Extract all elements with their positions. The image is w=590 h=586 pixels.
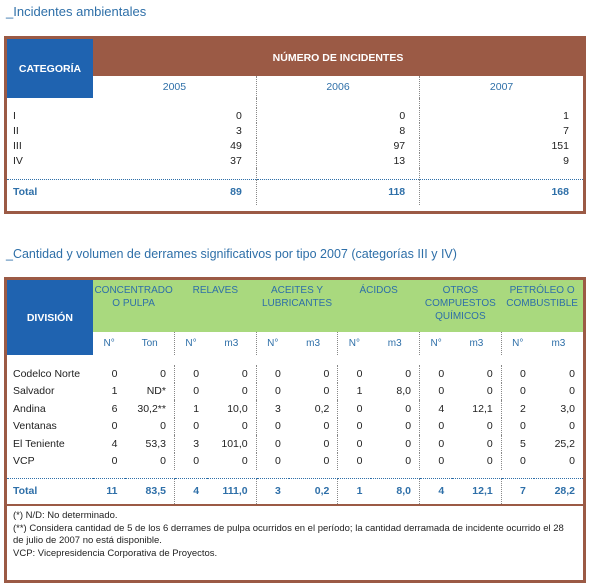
cell-value: 101,0 bbox=[221, 437, 248, 450]
group-otros: OTROS COMPUESTOS QUÍMICOS bbox=[420, 280, 502, 332]
cell-value: 0 bbox=[405, 367, 412, 380]
cell-value: 6 bbox=[111, 402, 118, 415]
cell-value: 0 bbox=[111, 367, 118, 380]
cell-value: 111,0 bbox=[207, 478, 256, 504]
cell-value: 0 bbox=[111, 455, 118, 468]
cell-value: 3,0 bbox=[560, 402, 575, 415]
division-label: Salvador bbox=[13, 385, 55, 398]
cell-value: 7 bbox=[501, 478, 534, 504]
cell-value: 0 bbox=[241, 455, 248, 468]
cell-value: 0 bbox=[160, 420, 166, 433]
spills-table: DIVISIÓN CONCENTRADO O PULPA RELAVES ACEITES Y LUBRICANTES ÁCIDOS OTROS COMPUESTOS QUÍMICOS PETRÓLEO O COMBUSTIBLE N° Ton N° m3 N° m3 N° m3 N° m3 N° m3 bbox=[7, 280, 583, 365]
cell-value: 12,1 bbox=[452, 478, 501, 504]
cell-value: 4 bbox=[111, 437, 118, 450]
footnote-vcp: VCP: Vicepresidencia Corporativa de Proyectos. bbox=[13, 547, 218, 559]
total-row: Total 89 118 168 bbox=[7, 179, 583, 205]
cell-value: 0 bbox=[501, 453, 534, 471]
division-label: VCP bbox=[13, 455, 35, 468]
cell-value: 83,5 bbox=[125, 478, 174, 504]
cell-value: 0 bbox=[174, 453, 207, 471]
division-label: Codelco Norte bbox=[13, 367, 81, 380]
table-row bbox=[7, 453, 583, 471]
spills-table-frame bbox=[4, 277, 586, 583]
cell-value: 30,2** bbox=[137, 402, 166, 415]
table-row bbox=[7, 418, 583, 436]
cell-value: 1 bbox=[338, 478, 371, 504]
cell-value: 0 bbox=[501, 418, 534, 436]
cell-value: 1 bbox=[338, 383, 371, 401]
cell-value: 0 bbox=[241, 420, 248, 433]
cell-value: 0 bbox=[420, 365, 453, 383]
cell-value: 0 bbox=[338, 418, 371, 436]
section2-title: _Cantidad y volumen de derrames significativos por tipo 2007 (categorías III y IV) bbox=[6, 247, 457, 261]
cell-value: 0 bbox=[486, 420, 493, 433]
spills-body bbox=[7, 365, 583, 504]
header-division: DIVISIÓN bbox=[7, 280, 93, 355]
cell-value: 0 bbox=[420, 435, 453, 453]
header-incidents: NÚMERO DE INCIDENTES bbox=[93, 39, 583, 76]
table-row bbox=[7, 400, 583, 418]
incidents-table bbox=[7, 39, 583, 205]
cell-value: 0 bbox=[501, 383, 534, 401]
section1-title: _Incidentes ambientales bbox=[6, 4, 147, 19]
cell-value: 4 bbox=[420, 400, 453, 418]
cell-value: ND* bbox=[146, 385, 166, 398]
header-category: CATEGORÍA bbox=[7, 39, 93, 98]
total-row bbox=[7, 478, 583, 504]
table-row bbox=[7, 383, 583, 401]
group-concentrado: CONCENTRADO O PULPA bbox=[93, 280, 175, 332]
cell-value: 1 bbox=[111, 385, 118, 398]
cell-value: 28,2 bbox=[534, 478, 583, 504]
cell-value: 0 bbox=[486, 437, 493, 450]
group-relaves: RELAVES bbox=[174, 280, 256, 332]
group-aceites: ACEITES Y LUBRICANTES bbox=[256, 280, 338, 332]
cell-value: 4 bbox=[420, 478, 453, 504]
cell-value: 0 bbox=[111, 420, 118, 433]
cell-value: 0 bbox=[338, 453, 371, 471]
cell-value: 0 bbox=[241, 367, 248, 380]
cell-value: 3 bbox=[256, 400, 289, 418]
cell-value: 0 bbox=[420, 383, 453, 401]
division-label: El Teniente bbox=[13, 437, 65, 450]
cell-value: 0 bbox=[323, 455, 330, 468]
cell-value: 0 bbox=[338, 365, 371, 383]
division-label: Ventanas bbox=[13, 420, 57, 433]
cell-value: 0 bbox=[174, 365, 207, 383]
group-petroleo: PETRÓLEO O COMBUSTIBLE bbox=[501, 280, 583, 332]
cell-value: 0 bbox=[486, 385, 493, 398]
table-row bbox=[7, 435, 583, 453]
division-label: Andina bbox=[13, 402, 46, 415]
table-row: IV 37 13 9 bbox=[7, 153, 583, 168]
cell-value: 0 bbox=[241, 385, 248, 398]
footnotes bbox=[7, 504, 583, 565]
cell-value: 0 bbox=[174, 383, 207, 401]
cell-value: 2 bbox=[501, 400, 534, 418]
year-2005: 2005 bbox=[162, 81, 187, 93]
cell-value: 53,3 bbox=[145, 437, 166, 450]
cell-value: 0 bbox=[486, 367, 493, 380]
cell-value: 0 bbox=[569, 385, 575, 398]
cell-value: 0,2 bbox=[314, 402, 330, 415]
cell-value: 4 bbox=[174, 478, 207, 504]
footnote-pulpa: (**) Considera cantidad de 5 de los 6 derrames de pulpa ocurridos en el período; la cantidad derramada de incidente ocurrido el 28 de julio de 2007 no está disponible. bbox=[13, 522, 564, 546]
table-row: II 3 8 7 bbox=[7, 123, 583, 138]
cell-value: 0 bbox=[160, 455, 166, 468]
cell-value: 0 bbox=[338, 400, 371, 418]
cell-value: 10,0 bbox=[227, 402, 248, 415]
cell-value: 0 bbox=[569, 455, 575, 468]
division-label: Total bbox=[7, 478, 93, 504]
cell-value: 8,0 bbox=[371, 478, 420, 504]
cell-value: 3 bbox=[174, 435, 207, 453]
cell-value: 0 bbox=[174, 418, 207, 436]
cell-value: 0 bbox=[160, 367, 166, 380]
cell-value: 8,0 bbox=[396, 385, 412, 398]
year-2006: 2006 bbox=[256, 76, 419, 98]
cell-value: 1 bbox=[174, 400, 207, 418]
cell-value: 0 bbox=[405, 402, 412, 415]
cell-value: 0 bbox=[405, 437, 412, 450]
incidents-table-frame bbox=[4, 36, 586, 214]
cell-value: 0 bbox=[323, 385, 330, 398]
cell-value: 0 bbox=[338, 435, 371, 453]
cell-value: 0 bbox=[256, 383, 289, 401]
cell-value: 0 bbox=[323, 367, 330, 380]
spacer-row bbox=[7, 470, 583, 478]
cell-value: 0 bbox=[420, 453, 453, 471]
cell-value: 0 bbox=[420, 418, 453, 436]
group-acidos: ÁCIDOS bbox=[338, 280, 420, 332]
cell-value: 12,1 bbox=[472, 402, 493, 415]
cell-value: 0 bbox=[323, 437, 330, 450]
cell-value: 0,2 bbox=[289, 478, 338, 504]
cell-value: 0 bbox=[569, 367, 575, 380]
cell-value: 0 bbox=[405, 420, 412, 433]
cell-value: 0 bbox=[323, 420, 330, 433]
table-row bbox=[7, 365, 583, 383]
table-row: III 49 97 151 bbox=[7, 138, 583, 153]
cell-value: 11 bbox=[93, 478, 126, 504]
cell-value: 0 bbox=[405, 455, 412, 468]
spacer-row bbox=[7, 355, 583, 365]
cell-value: 0 bbox=[501, 365, 534, 383]
cell-value: 0 bbox=[256, 418, 289, 436]
cell-value: 5 bbox=[501, 435, 534, 453]
year-2007: 2007 bbox=[420, 76, 583, 98]
footnote-nd: (*) N/D: No determinado. bbox=[13, 510, 118, 521]
cell-value: 0 bbox=[486, 455, 493, 468]
cell-value: 0 bbox=[569, 420, 575, 433]
cell-value: 0 bbox=[256, 453, 289, 471]
table-row: I 0 0 1 bbox=[7, 108, 583, 123]
cell-value: 0 bbox=[256, 365, 289, 383]
cell-value: 0 bbox=[256, 435, 289, 453]
cell-value: 3 bbox=[256, 478, 289, 504]
cell-value: 25,2 bbox=[554, 437, 575, 450]
